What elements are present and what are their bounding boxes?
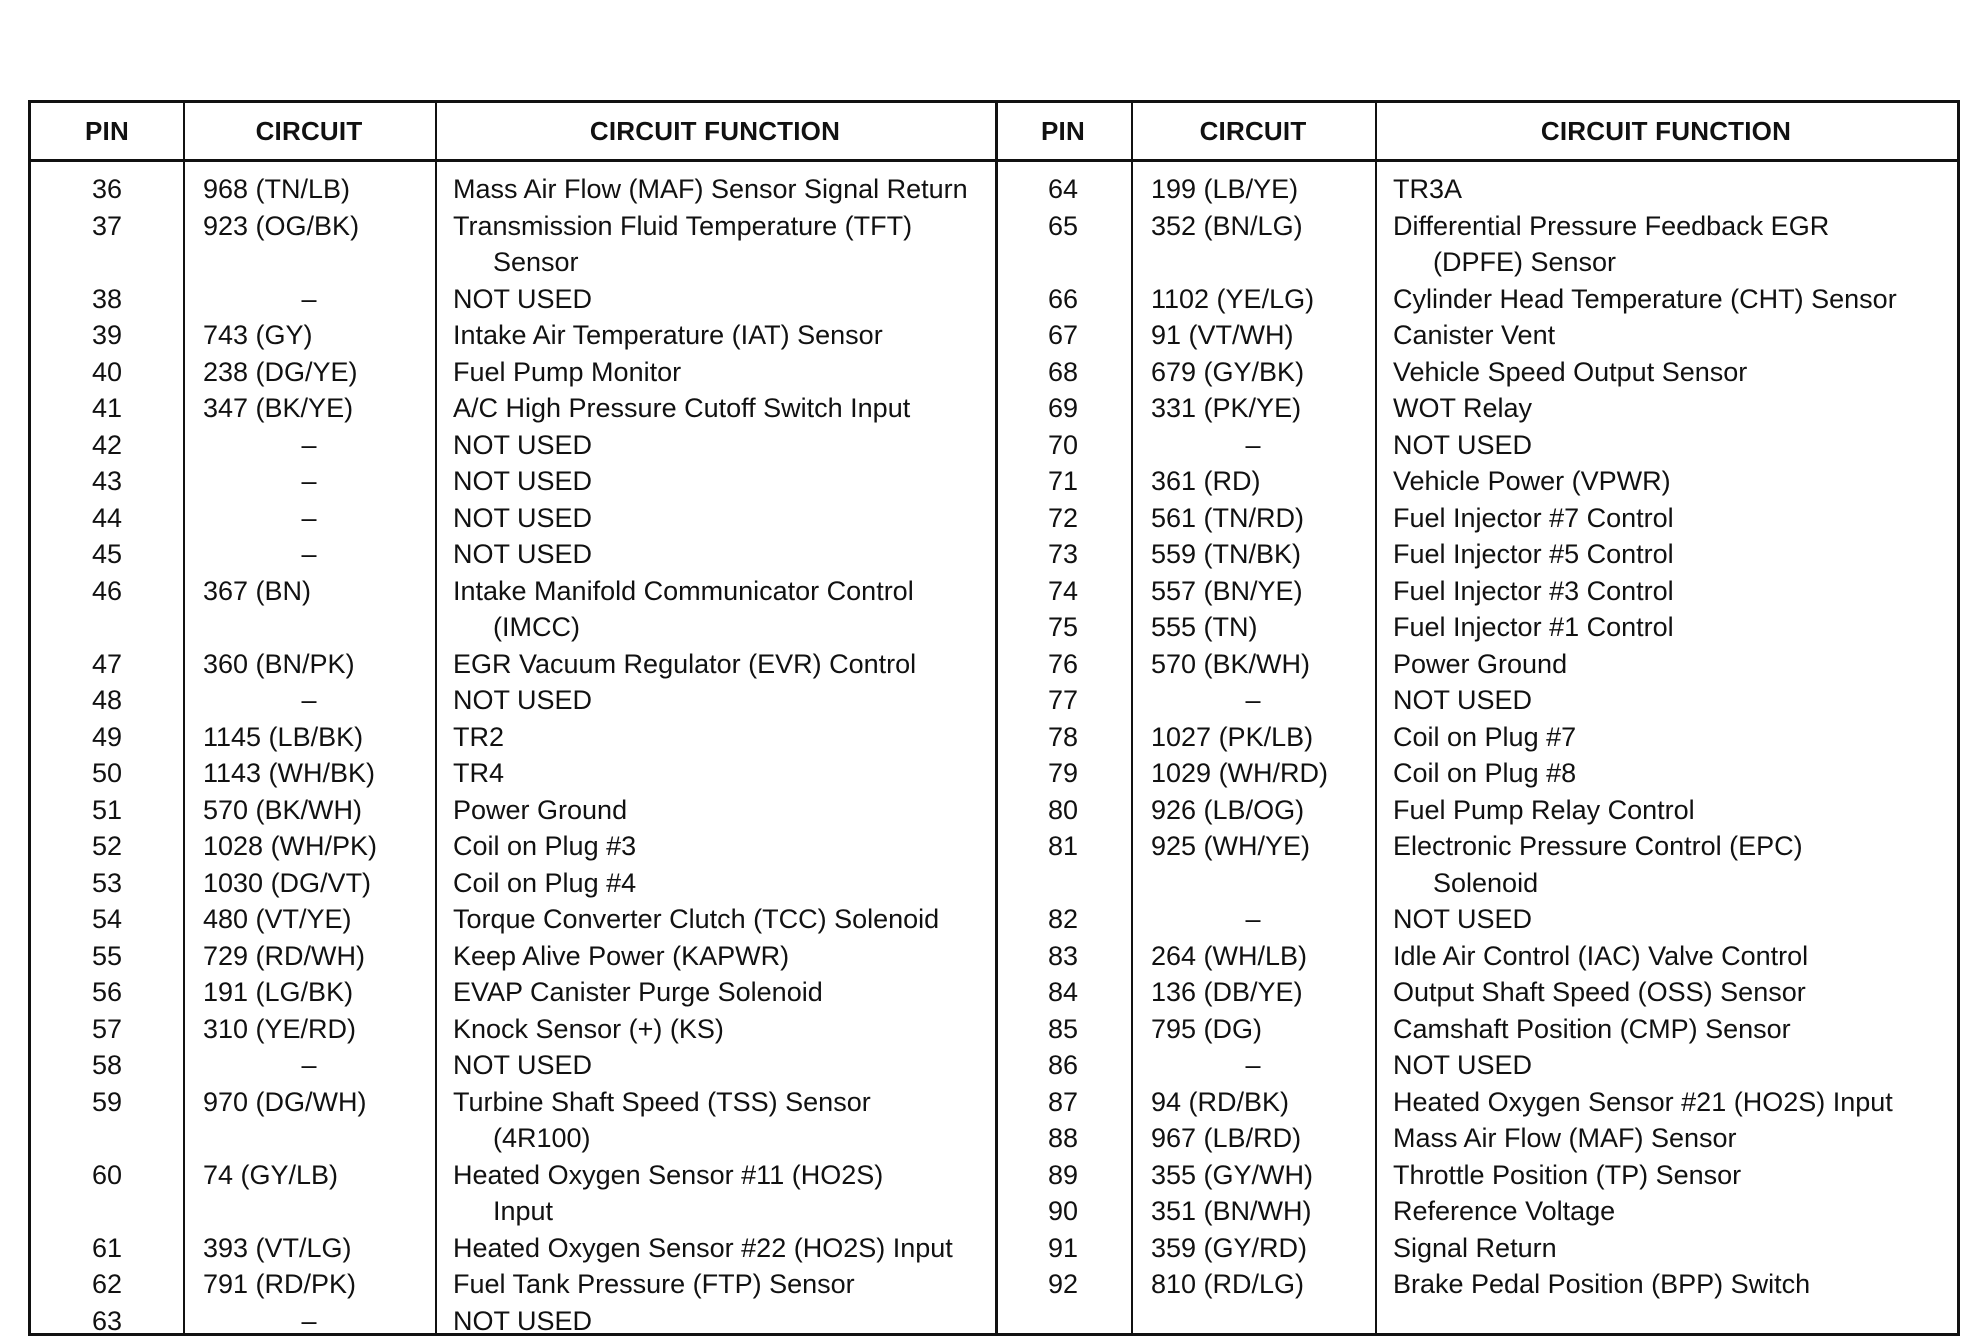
- circuit-code: –: [301, 466, 317, 496]
- pin-number: 71: [1047, 466, 1079, 496]
- circuit-code: 925 (WH/YE): [1151, 831, 1311, 861]
- table-row: [31, 1011, 1957, 1048]
- table-row: [31, 1303, 1957, 1340]
- circuit-code: 347 (BK/YE): [203, 393, 354, 423]
- circuit-code: 555 (TN): [1151, 612, 1258, 642]
- circuit-function: [1393, 354, 1747, 391]
- function-text: Fuel Injector #7 Control: [1393, 502, 1674, 533]
- circuit-code: 1145 (LB/BK): [203, 721, 364, 752]
- function-text: NOT USED: [1393, 1050, 1533, 1080]
- circuit-function: [1393, 1157, 1741, 1194]
- circuit-function: [1393, 1047, 1532, 1084]
- function-text: Heated Oxygen Sensor #21 (HO2S) Input: [1393, 1086, 1893, 1117]
- function-text: TR2: [453, 721, 505, 752]
- pin-number: 67: [1047, 320, 1079, 350]
- pin-number: 91: [1047, 1232, 1079, 1263]
- table-row: [31, 573, 1957, 610]
- header-rule: [31, 159, 1957, 162]
- table-row: [31, 974, 1957, 1011]
- pin-number: 82: [1047, 904, 1079, 934]
- header-circuit-function-left: CIRCUIT FUNCTION: [589, 115, 841, 146]
- function-text: Torque Converter Clutch (TCC) Solenoid: [453, 904, 940, 934]
- pin-number: 61: [91, 1232, 123, 1263]
- circuit-code: 570 (BK/WH): [203, 794, 363, 825]
- pin-number: 59: [91, 1086, 123, 1117]
- circuit-function: [1393, 1230, 1557, 1267]
- circuit-code: –: [1245, 429, 1261, 460]
- pin-number: 90: [1047, 1196, 1079, 1226]
- circuit-function: [1393, 500, 1674, 537]
- function-text: Throttle Position (TP) Sensor: [1393, 1159, 1742, 1190]
- function-text: Transmission Fluid Temperature (TFT): [453, 210, 913, 241]
- circuit-function: [1393, 171, 1462, 208]
- function-text: NOT USED: [453, 429, 593, 460]
- table-row: [31, 1230, 1957, 1267]
- circuit-code: –: [301, 1305, 317, 1336]
- pin-number: 41: [91, 393, 123, 423]
- function-text-continued: (4R100): [493, 1123, 591, 1153]
- table-row: [31, 536, 1957, 573]
- function-text: Power Ground: [453, 794, 628, 825]
- pin-number: 53: [91, 867, 123, 898]
- circuit-function: [1393, 281, 1897, 318]
- circuit-code: –: [301, 502, 317, 533]
- circuit-code: 191 (LG/BK): [203, 977, 354, 1007]
- function-text: Coil on Plug #8: [1393, 758, 1577, 788]
- function-text: Camshaft Position (CMP) Sensor: [1393, 1013, 1791, 1044]
- circuit-code: 480 (VT/YE): [203, 904, 352, 934]
- function-text: Differential Pressure Feedback EGR: [1393, 210, 1830, 241]
- circuit-function: [1393, 208, 1829, 281]
- pin-number: 84: [1047, 977, 1079, 1007]
- function-text: Knock Sensor (+) (KS): [453, 1013, 724, 1044]
- table-row: [31, 901, 1957, 938]
- pin-number: 55: [91, 940, 123, 971]
- pin-number: 57: [91, 1013, 123, 1044]
- pin-number: 39: [91, 320, 123, 350]
- pin-number: 72: [1047, 502, 1079, 533]
- table-row: [31, 755, 1957, 792]
- pin-number: 46: [91, 575, 123, 606]
- function-text-continued: Sensor: [493, 247, 579, 277]
- circuit-function: [1393, 755, 1576, 792]
- function-text: Keep Alive Power (KAPWR): [453, 940, 790, 971]
- circuit-function: [1393, 1011, 1791, 1048]
- pin-number: 65: [1047, 210, 1079, 241]
- header-pin-left: PIN: [85, 115, 129, 146]
- pin-number: 75: [1047, 612, 1079, 642]
- function-text: NOT USED: [453, 466, 593, 496]
- table-row: [31, 646, 1957, 683]
- pin-number: 47: [91, 648, 123, 679]
- pin-number: 38: [91, 283, 123, 314]
- circuit-function: [1393, 901, 1532, 938]
- table-row: [31, 609, 1957, 646]
- circuit-code: 791 (RD/PK): [203, 1269, 357, 1299]
- circuit-code: 367 (BN): [203, 575, 312, 606]
- pin-number: 49: [91, 721, 123, 752]
- circuit-code: 1102 (YE/LG): [1151, 283, 1315, 314]
- function-text: Output Shaft Speed (OSS) Sensor: [1393, 977, 1806, 1007]
- table-row: [31, 828, 1957, 901]
- table-row: [31, 1120, 1957, 1157]
- pin-number: 86: [1047, 1050, 1079, 1080]
- function-text-continued: Input: [493, 1196, 554, 1226]
- circuit-code: 743 (GY): [203, 320, 313, 350]
- pin-number: 80: [1047, 794, 1079, 825]
- table-row: [31, 682, 1957, 719]
- pin-number: 36: [91, 174, 123, 204]
- table-row: [31, 317, 1957, 354]
- table-row: [31, 281, 1957, 318]
- circuit-code: 810 (RD/LG): [1151, 1269, 1305, 1299]
- pin-number: 81: [1047, 831, 1079, 861]
- pin-number: 44: [91, 502, 123, 533]
- circuit-code: 91 (VT/WH): [1151, 320, 1294, 350]
- circuit-function: [1393, 609, 1674, 646]
- function-text: Fuel Injector #5 Control: [1393, 539, 1674, 569]
- circuit-code: 1030 (DG/VT): [203, 867, 372, 898]
- circuit-code: 967 (LB/RD): [1151, 1123, 1302, 1153]
- circuit-function: [1393, 463, 1671, 500]
- circuit-code: 926 (LB/OG): [1151, 794, 1305, 825]
- circuit-function: [1393, 317, 1555, 354]
- header-circuit-function-right: CIRCUIT FUNCTION: [1540, 115, 1792, 146]
- circuit-code: 352 (BN/LG): [1151, 210, 1303, 241]
- pin-number: 40: [91, 356, 123, 387]
- table-row: [31, 208, 1957, 281]
- function-text: Electronic Pressure Control (EPC): [1393, 831, 1803, 861]
- function-text-continued: (DPFE) Sensor: [1433, 247, 1617, 277]
- table-row: [31, 390, 1957, 427]
- pin-number: 87: [1047, 1086, 1079, 1117]
- function-text: EGR Vacuum Regulator (EVR) Control: [453, 648, 917, 679]
- function-text: NOT USED: [1393, 904, 1533, 934]
- table-row: [31, 1047, 1957, 1084]
- circuit-code: –: [301, 539, 317, 569]
- pin-number: 43: [91, 466, 123, 496]
- circuit-function: [1393, 1120, 1737, 1157]
- circuit-code: 729 (RD/WH): [203, 940, 366, 971]
- function-text: Canister Vent: [1393, 320, 1556, 350]
- pin-number: 66: [1047, 283, 1079, 314]
- function-text: Vehicle Power (VPWR): [1393, 466, 1671, 496]
- circuit-code: 1028 (WH/PK): [203, 831, 378, 861]
- pin-number: 64: [1047, 174, 1079, 204]
- circuit-function: [1393, 390, 1532, 427]
- circuit-function: [1393, 792, 1695, 829]
- header-circuit-right: CIRCUIT: [1199, 115, 1307, 146]
- circuit-function: [1393, 938, 1808, 975]
- table-row: [31, 1084, 1957, 1121]
- table-row: [31, 1157, 1957, 1194]
- function-text: Signal Return: [1393, 1232, 1557, 1263]
- function-text: Fuel Injector #3 Control: [1393, 575, 1674, 606]
- circuit-code: –: [301, 283, 317, 314]
- circuit-code: 557 (BN/YE): [1151, 575, 1303, 606]
- pin-number: 52: [91, 831, 123, 861]
- circuit-code: –: [1245, 685, 1261, 715]
- circuit-function: [1393, 536, 1674, 573]
- circuit-function: [1393, 1266, 1810, 1303]
- function-text: Turbine Shaft Speed (TSS) Sensor: [453, 1086, 871, 1117]
- header-circuit-left: CIRCUIT: [255, 115, 363, 146]
- right-table-body: [31, 171, 1957, 1303]
- table-row: [31, 354, 1957, 391]
- function-text: Cylinder Head Temperature (CHT) Sensor: [1393, 283, 1897, 314]
- function-text: Coil on Plug #7: [1393, 721, 1577, 752]
- function-text: Reference Voltage: [1393, 1196, 1616, 1226]
- circuit-function: [1393, 1193, 1615, 1230]
- table-row: [31, 171, 1957, 208]
- function-text: NOT USED: [453, 1305, 593, 1336]
- pin-number: 48: [91, 685, 123, 715]
- circuit-code: 359 (GY/RD): [1151, 1232, 1308, 1263]
- pin-number: 78: [1047, 721, 1079, 752]
- pin-number: 54: [91, 904, 123, 934]
- pin-number: 58: [91, 1050, 123, 1080]
- pin-number: 45: [91, 539, 123, 569]
- function-text: NOT USED: [1393, 429, 1533, 460]
- circuit-function: [1393, 1084, 1893, 1121]
- circuit-code: 361 (RD): [1151, 466, 1261, 496]
- pin-number: 76: [1047, 648, 1079, 679]
- function-text: NOT USED: [453, 1050, 593, 1080]
- circuit-code: 74 (GY/LB): [203, 1159, 339, 1190]
- circuit-code: 1027 (PK/LB): [1151, 721, 1314, 752]
- circuit-code: 310 (YE/RD): [203, 1013, 357, 1044]
- function-text: WOT Relay: [1393, 393, 1533, 423]
- function-text: Idle Air Control (IAC) Valve Control: [1393, 940, 1809, 971]
- circuit-code: 970 (DG/WH): [203, 1086, 367, 1117]
- circuit-function: [1393, 427, 1532, 464]
- circuit-code: –: [1245, 904, 1261, 934]
- circuit-code: 199 (LB/YE): [1151, 174, 1299, 204]
- pin-number: 51: [91, 794, 123, 825]
- pin-number: 73: [1047, 539, 1079, 569]
- function-text: Fuel Tank Pressure (FTP) Sensor: [453, 1269, 855, 1299]
- function-text: NOT USED: [453, 502, 593, 533]
- circuit-code: 968 (TN/LB): [203, 174, 351, 204]
- function-text: A/C High Pressure Cutoff Switch Input: [453, 393, 911, 423]
- pin-number: 69: [1047, 393, 1079, 423]
- circuit-function: [453, 1303, 592, 1340]
- circuit-function: [1393, 828, 1803, 901]
- function-text: NOT USED: [453, 283, 593, 314]
- circuit-code: 264 (WH/LB): [1151, 940, 1308, 971]
- circuit-code: –: [301, 685, 317, 715]
- table-row: [31, 792, 1957, 829]
- function-text: Fuel Injector #1 Control: [1393, 612, 1674, 642]
- function-text: Heated Oxygen Sensor #11 (HO2S): [453, 1159, 884, 1190]
- circuit-function: [1393, 573, 1674, 610]
- table-row: [31, 719, 1957, 756]
- function-text: Fuel Pump Monitor: [453, 356, 682, 387]
- pin-number: 77: [1047, 685, 1079, 715]
- pin-number: 85: [1047, 1013, 1079, 1044]
- circuit-code: 1029 (WH/RD): [1151, 758, 1329, 788]
- function-text: Coil on Plug #3: [453, 831, 637, 861]
- function-text: TR3A: [1393, 174, 1463, 204]
- pin-number: 42: [91, 429, 123, 460]
- circuit-code: 238 (DG/YE): [203, 356, 358, 387]
- circuit-code: 360 (BN/PK): [203, 648, 355, 679]
- table-row: [31, 1193, 1957, 1230]
- table-row: [31, 427, 1957, 464]
- circuit-code: 679 (GY/BK): [1151, 356, 1305, 387]
- circuit-function: [1393, 682, 1532, 719]
- circuit-code: 331 (PK/YE): [1151, 393, 1302, 423]
- circuit-code: 795 (DG): [1151, 1013, 1263, 1044]
- circuit-code: 393 (VT/LG): [203, 1232, 352, 1263]
- pin-number: 92: [1047, 1269, 1079, 1299]
- pin-number: 74: [1047, 575, 1079, 606]
- function-text: Power Ground: [1393, 648, 1568, 679]
- circuit-code: 355 (GY/WH): [1151, 1159, 1314, 1190]
- pin-number: 50: [91, 758, 123, 788]
- function-text: Vehicle Speed Output Sensor: [1393, 356, 1748, 387]
- table-row: [31, 500, 1957, 537]
- circuit-code: 561 (TN/RD): [1151, 502, 1305, 533]
- header-pin-right: PIN: [1041, 115, 1085, 146]
- circuit-code: 94 (RD/BK): [1151, 1086, 1290, 1117]
- pin-number: 88: [1047, 1123, 1079, 1153]
- pin-table: [28, 100, 1960, 1336]
- function-text: Mass Air Flow (MAF) Sensor: [1393, 1123, 1737, 1153]
- function-text: Heated Oxygen Sensor #22 (HO2S) Input: [453, 1232, 953, 1263]
- pin-number: 37: [91, 210, 123, 241]
- pin-number: 79: [1047, 758, 1079, 788]
- circuit-code: 923 (OG/BK): [203, 210, 360, 241]
- pin-number: 62: [91, 1269, 123, 1299]
- pin-number: 60: [91, 1159, 123, 1190]
- table-row: [31, 1266, 1957, 1303]
- circuit-function: [1393, 719, 1576, 756]
- function-text-continued: (IMCC): [493, 612, 580, 642]
- circuit-code: 136 (DB/YE): [1151, 977, 1303, 1007]
- circuit-code: 351 (BN/WH): [1151, 1196, 1312, 1226]
- function-text: Fuel Pump Relay Control: [1393, 794, 1695, 825]
- pin-number: 70: [1047, 429, 1079, 460]
- circuit-code: 559 (TN/BK): [1151, 539, 1302, 569]
- circuit-code: –: [1245, 1050, 1261, 1080]
- circuit-code: 570 (BK/WH): [1151, 648, 1311, 679]
- table-row: [31, 938, 1957, 975]
- circuit-code: –: [301, 429, 317, 460]
- circuit-code: –: [301, 1050, 317, 1080]
- function-text-continued: Solenoid: [1433, 867, 1539, 898]
- function-text: NOT USED: [1393, 685, 1533, 715]
- function-text: Coil on Plug #4: [453, 867, 637, 898]
- function-text: Intake Manifold Communicator Control: [453, 575, 914, 606]
- pin-number: 89: [1047, 1159, 1079, 1190]
- function-text: Brake Pedal Position (BPP) Switch: [1393, 1269, 1811, 1299]
- function-text: Mass Air Flow (MAF) Sensor Signal Return: [453, 174, 968, 204]
- table-row: [31, 463, 1957, 500]
- pin-number: 63: [91, 1305, 123, 1336]
- function-text: NOT USED: [453, 539, 593, 569]
- pin-number: 56: [91, 977, 123, 1007]
- function-text: TR4: [453, 758, 505, 788]
- function-text: NOT USED: [453, 685, 593, 715]
- circuit-function: [1393, 974, 1806, 1011]
- function-text: EVAP Canister Purge Solenoid: [453, 977, 823, 1007]
- function-text: Intake Air Temperature (IAT) Sensor: [453, 320, 883, 350]
- circuit-code: 1143 (WH/BK): [203, 758, 376, 788]
- circuit-function: [1393, 646, 1567, 683]
- pin-number: 68: [1047, 356, 1079, 387]
- pin-number: 83: [1047, 940, 1079, 971]
